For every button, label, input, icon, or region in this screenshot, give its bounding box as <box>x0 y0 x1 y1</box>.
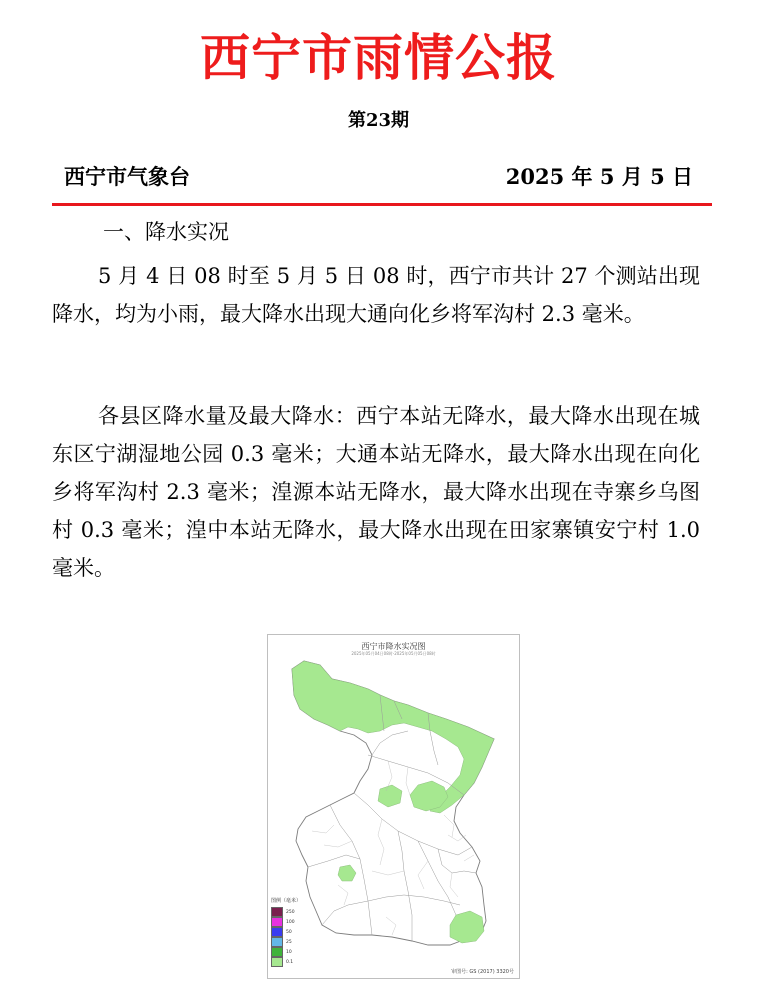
paragraph-summary: 5 月 4 日 08 时至 5 月 5 日 08 时，西宁市共计 27 个测站出现降水，均为小雨，最大降水出现大通向化乡将军沟村 2.3 毫米。 <box>52 264 700 326</box>
legend-label: 0.1 <box>286 959 294 965</box>
map-legend <box>271 897 301 967</box>
legend-item <box>271 947 301 957</box>
legend-item <box>271 957 301 967</box>
legend-swatch <box>271 927 283 937</box>
legend-swatch <box>271 957 283 967</box>
legend-item <box>271 917 301 927</box>
legend-swatch <box>271 937 283 947</box>
map-graphic <box>268 635 519 978</box>
section-heading: 一、降水实况 <box>103 220 229 244</box>
issuing-organization: 西宁市气象台 <box>64 164 190 189</box>
legend-label: 50 <box>286 929 292 935</box>
legend-swatch <box>271 917 283 927</box>
legend-label: 250 <box>286 909 295 915</box>
legend-label: 25 <box>286 939 292 945</box>
map-approval-number: 审图号: GS (2017) 3320号 <box>451 969 514 975</box>
precipitation-map <box>267 634 520 979</box>
red-divider <box>52 203 712 206</box>
legend-item <box>271 927 301 937</box>
map-title: 西宁市降水实况图 <box>361 642 426 651</box>
legend-label: 10 <box>286 949 292 955</box>
legend-swatch <box>271 907 283 917</box>
legend-label: 100 <box>286 919 295 925</box>
paragraph-county-details: 各县区降水量及最大降水：西宁本站无降水，最大降水出现在城东区宁湖湿地公园 0.3 毫米；大通本站无降水，最大降水出现在向化乡将军沟村 2.3 毫米；湟源本站无降水，最大降水出现在寺寨乡乌图村 0.3 毫米；湟中本站无降水，最大降水出现在田家寨镇安宁村 1.0 毫米。 <box>52 404 700 580</box>
bulletin-title: 西宁市雨情公报 <box>200 29 557 87</box>
legend-item <box>271 907 301 917</box>
issue-number: 第23期 <box>347 110 410 131</box>
issue-date: 2025 年 5 月 5 日 <box>505 164 693 189</box>
legend-item <box>271 937 301 947</box>
legend-title: 图例（毫米） <box>271 898 302 904</box>
map-subtitle: 2025年05月04日08时-2025年05月05日08时 <box>351 651 436 656</box>
legend-swatch <box>271 947 283 957</box>
